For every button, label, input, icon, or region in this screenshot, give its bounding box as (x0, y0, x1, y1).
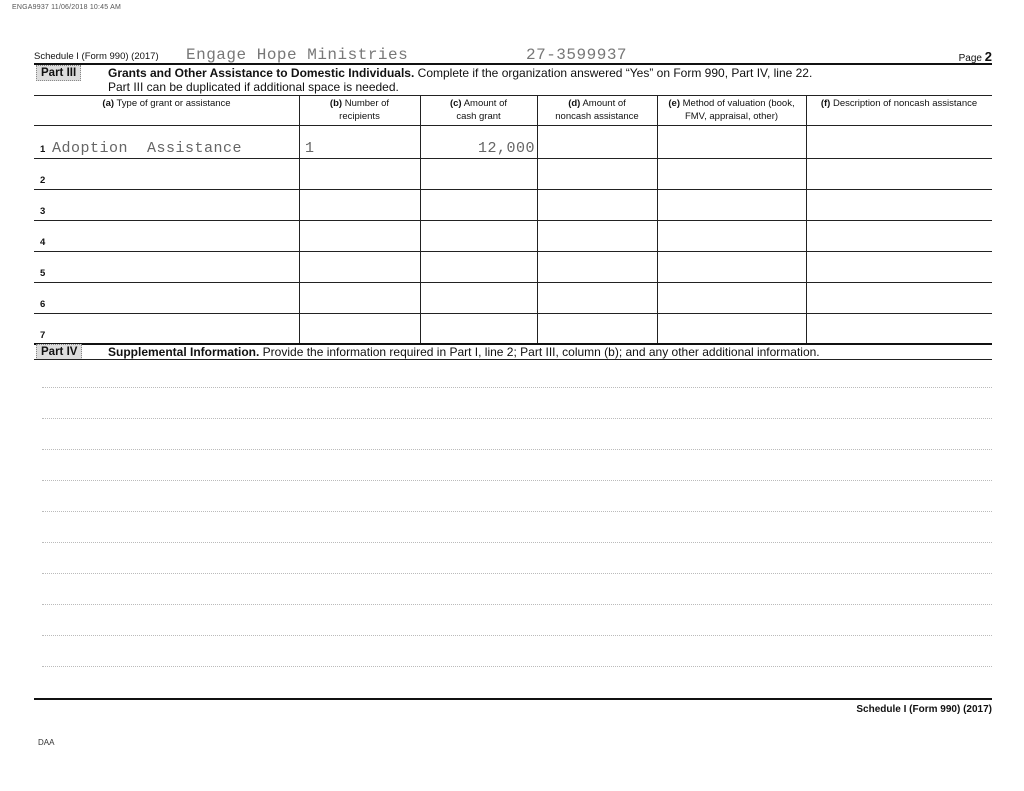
supplemental-line (42, 635, 992, 636)
row-number: 3 (40, 206, 46, 217)
column-header-a (34, 97, 299, 110)
column-text: Amount of (461, 98, 508, 109)
column-letter: (e) (668, 98, 680, 109)
page-label: Page (958, 53, 982, 64)
column-divider (537, 95, 538, 343)
footer-rule (34, 698, 992, 700)
form-footer: Schedule I (Form 990) (2017) (856, 704, 992, 715)
column-divider (299, 95, 300, 343)
column-text-line2: FMV, appraisal, other) (684, 111, 779, 122)
supplemental-line (42, 666, 992, 667)
column-letter: (c) (449, 98, 462, 109)
part-iii-title-bold: Grants and Other Assistance to Domestic Individuals. (108, 66, 415, 80)
row-rule (34, 189, 992, 190)
row-rule (34, 158, 992, 159)
row-rule (34, 282, 992, 283)
part-iii-title (108, 66, 988, 94)
column-divider (657, 95, 658, 343)
part-iv-label: Part IV (36, 344, 82, 360)
daa-mark: DAA (38, 738, 55, 747)
row-rule (34, 251, 992, 252)
organization-name: Engage Hope Ministries (186, 46, 409, 64)
column-header-e (657, 97, 806, 123)
cash-grant-cell: 12,000 (477, 140, 535, 157)
supplemental-line (42, 511, 992, 512)
column-divider (806, 95, 807, 343)
supplemental-line (42, 449, 992, 450)
column-divider (420, 95, 421, 343)
column-header-c (420, 97, 537, 123)
row-number: 6 (40, 299, 46, 310)
column-text-line2: recipients (339, 111, 380, 122)
page-number: 2 (984, 49, 992, 64)
column-header-f (806, 97, 992, 110)
supplemental-line (42, 480, 992, 481)
grant-type-cell: Adoption Assistance (52, 140, 243, 157)
part-iv-title-rest: Provide the information required in Part I, line 2; Part III, column (b); and any other additional information. (259, 345, 820, 359)
header-rule (34, 63, 992, 65)
column-text-line2: noncash assistance (555, 111, 639, 122)
page-indicator (940, 49, 992, 64)
ein: 27-3599937 (526, 46, 628, 64)
column-letter: (b) (329, 98, 343, 109)
row-rule (34, 313, 992, 314)
part-iv-title-bold: Supplemental Information. (108, 345, 260, 359)
row-number: 7 (40, 330, 46, 341)
recipients-cell: 1 (305, 140, 315, 157)
column-letter: (f) (820, 98, 831, 109)
row-number: 2 (40, 175, 46, 186)
column-text: Amount of (580, 98, 626, 109)
column-text-line2: cash grant (456, 111, 501, 122)
column-header-b (299, 97, 420, 123)
part-iv-title (108, 345, 988, 359)
column-letter: (a) (102, 98, 115, 109)
supplemental-line (42, 418, 992, 419)
column-letter: (d) (568, 98, 581, 109)
row-number: 5 (40, 268, 46, 279)
form-name: Schedule I (Form 990) (2017) (34, 51, 159, 62)
part-iii-title-rest: Complete if the organization answered “Yes” on Form 990, Part IV, line 22. (414, 66, 813, 80)
column-text: Type of grant or assistance (114, 98, 231, 109)
part-iii-rule (34, 95, 992, 96)
part-iii-label: Part III (36, 65, 81, 81)
supplemental-line (42, 387, 992, 388)
row-number: 4 (40, 237, 46, 248)
supplemental-line (42, 542, 992, 543)
row-number: 1 (40, 144, 46, 155)
row-rule (34, 220, 992, 221)
supplemental-line (42, 604, 992, 605)
part-iv-rule (34, 359, 992, 360)
column-text: Number of (342, 98, 390, 109)
column-text: Description of noncash assistance (830, 98, 978, 109)
supplemental-line (42, 573, 992, 574)
part-iii-note: Part III can be duplicated if additional space is needed. (108, 80, 399, 94)
column-header-rule (34, 125, 992, 126)
column-text: Method of valuation (book, (680, 98, 795, 109)
column-header-d (537, 97, 657, 123)
print-stamp: ENGA9937 11/06/2018 10:45 AM (12, 4, 121, 11)
